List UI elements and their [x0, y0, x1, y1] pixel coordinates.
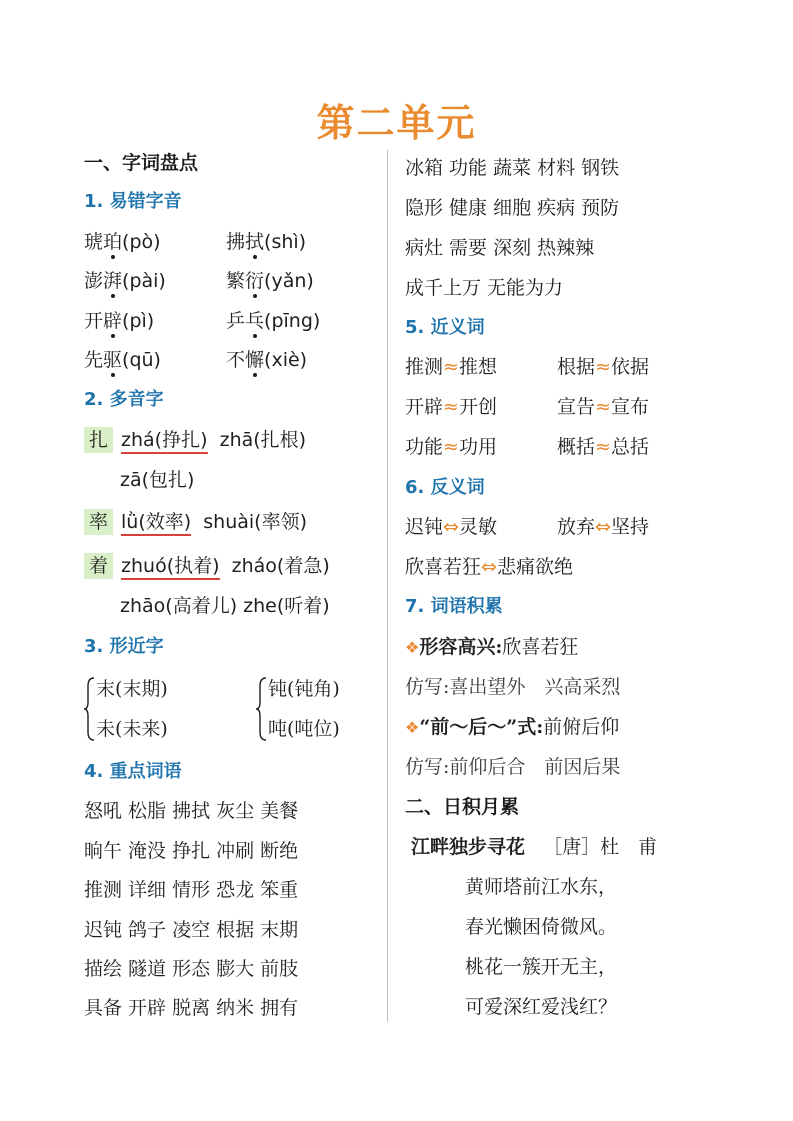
word-char: 乒: [226, 310, 246, 332]
vocab-line: 病灶 需要 深刻 热辣辣: [405, 237, 595, 259]
polyphone-reading: zhe(听着): [243, 595, 330, 617]
word: 总括: [610, 436, 649, 458]
synonym-pair: [405, 434, 497, 460]
polyphone-reading: zhāo(高着儿): [120, 595, 238, 617]
word: 坚持: [610, 516, 649, 538]
word: 开辟: [405, 396, 444, 418]
approx-icon: ≈: [443, 396, 459, 418]
similar-char: 吨(吨位): [268, 718, 340, 740]
dotted-char: 驱: [103, 349, 123, 371]
poem-line: 桃花一簇开无主，: [465, 956, 618, 978]
dotted-char: 辟: [103, 310, 123, 332]
word: 灵敏: [458, 516, 497, 538]
pronunciation-item: [226, 268, 314, 294]
word: 根据: [557, 356, 596, 378]
subsection-heading: 2. 多音字: [84, 389, 164, 410]
vocab-line: 成千上万 无能为力: [405, 277, 564, 299]
vocab-line: 冰箱 功能 蔬菜 材料 钢铁: [405, 157, 620, 179]
pinyin: (xiè): [264, 349, 308, 371]
polyphone-item: [120, 467, 194, 493]
pinyin: (pài): [122, 270, 166, 292]
poem-line: 可爱深红爱浅红？: [465, 996, 618, 1018]
vocab-line: 隐形 健康 细胞 疾病 预防: [405, 197, 620, 219]
polyphone-reading: lǜ(效率): [121, 511, 191, 536]
polyphone-reading: zhā(扎根): [219, 429, 307, 451]
brace-icon: [84, 676, 96, 742]
pinyin: (qū): [122, 349, 161, 371]
subsection-heading: 3. 形近字: [84, 636, 164, 657]
pinyin: (yǎn): [264, 270, 314, 292]
approx-icon: ≈: [595, 356, 611, 378]
pinyin: (pīng): [264, 310, 321, 332]
pronunciation-item: [226, 347, 307, 373]
word: 推想: [458, 356, 497, 378]
poem-title: 江畔独步寻花: [411, 836, 526, 858]
polyphone-char: 率: [84, 509, 113, 535]
polyphone-reading: zā(包扎): [120, 469, 195, 491]
vocab-line: 怒吼 松脂 拂拭 灰尘 美餐: [84, 800, 299, 822]
dotted-char: 乓: [245, 310, 265, 332]
approx-icon: ≈: [443, 436, 459, 458]
vocab-line: 迟钝 鸽子 凌空 根据 末期: [84, 919, 299, 941]
pinyin: (pò): [122, 231, 161, 253]
item-key: “前～后～”式:: [419, 716, 544, 738]
polyphone-item: [84, 553, 330, 579]
word: 功用: [458, 436, 497, 458]
word: 迟钝: [405, 516, 444, 538]
dotted-char: 懈: [245, 349, 265, 371]
poem-line: 黄师塔前江水东，: [465, 876, 618, 898]
diamond-icon: ❖: [405, 638, 420, 657]
word-char: 不: [226, 349, 246, 371]
polyphone-reading: zhá(挣扎): [121, 429, 207, 454]
polyphone-char: 着: [84, 553, 113, 579]
word: 悲痛欲绝: [496, 556, 573, 578]
polyphone-item: [84, 509, 307, 535]
approx-icon: ≈: [595, 396, 611, 418]
polyphone-reading: zháo(着急): [231, 555, 330, 577]
synonym-pair: [557, 354, 649, 380]
double-arrow-icon: ⇔: [443, 516, 459, 538]
word: 推测: [405, 356, 444, 378]
pronunciation-item: [84, 229, 161, 255]
vocab-line: 推测 详细 情形 恐龙 笨重: [84, 879, 299, 901]
subsection-heading: 4. 重点词语: [84, 761, 182, 782]
dotted-char: 衍: [245, 270, 265, 292]
pronunciation-item: [84, 308, 154, 334]
item-value: 前俯后仰: [543, 716, 620, 738]
pronunciation-item: [226, 308, 320, 334]
word: 欣喜若狂: [405, 556, 482, 578]
pronunciation-item: [84, 347, 161, 373]
synonym-pair: [405, 354, 497, 380]
section-heading: 一、字词盘点: [84, 152, 199, 174]
word-char: 开: [84, 310, 104, 332]
word: 概括: [557, 436, 596, 458]
double-arrow-icon: ⇔: [595, 516, 611, 538]
polyphone-item: [84, 427, 306, 453]
subsection-heading: 7. 词语积累: [405, 596, 503, 617]
accumulation-item: [405, 634, 578, 661]
section-heading: 二、日积月累: [405, 796, 520, 818]
double-arrow-icon: ⇔: [481, 556, 497, 578]
item-key: 形容高兴:: [419, 636, 503, 658]
dotted-char: 湃: [103, 270, 123, 292]
subsection-heading: 1. 易错字音: [84, 191, 182, 212]
subsection-heading: 6. 反义词: [405, 477, 485, 498]
similar-char: 末(末期): [96, 678, 168, 700]
page-title: 第二单元: [316, 101, 477, 145]
antonym-pair: [405, 514, 497, 540]
polyphone-item: [120, 593, 330, 619]
polyphone-reading: zhuó(执着): [121, 555, 220, 580]
vocab-line: 描绘 隧道 形态 膨大 前肢: [84, 958, 299, 980]
similar-char: 钝(钝角): [268, 678, 340, 700]
diamond-icon: ❖: [405, 718, 420, 737]
subsection-heading: 5. 近义词: [405, 317, 485, 338]
word: 开创: [458, 396, 497, 418]
word-char: 琥: [84, 231, 104, 253]
word-char: 先: [84, 349, 104, 371]
poem-line: 春光懒困倚微风。: [465, 916, 618, 938]
pinyin: (pì): [122, 310, 155, 332]
brace-icon: [256, 676, 268, 742]
dotted-char: 拭: [245, 231, 265, 253]
antonym-pair: [557, 514, 649, 540]
polyphone-reading: shuài(率领): [203, 511, 307, 533]
pronunciation-item: [84, 268, 166, 294]
word-char: 拂: [226, 231, 246, 253]
approx-icon: ≈: [595, 436, 611, 458]
pronunciation-item: [226, 229, 306, 255]
polyphone-char: 扎: [84, 427, 113, 453]
word: 功能: [405, 436, 444, 458]
column-divider: [387, 150, 388, 1022]
antonym-pair: [405, 554, 573, 580]
dotted-char: 珀: [103, 231, 123, 253]
vocab-line: 具备 开辟 脱离 纳米 拥有: [84, 997, 299, 1019]
item-value: 欣喜若狂: [502, 636, 579, 658]
synonym-pair: [405, 394, 497, 420]
word: 依据: [610, 356, 649, 378]
word-char: 澎: [84, 270, 104, 292]
word: 宣告: [557, 396, 596, 418]
vocab-line: 晌午 淹没 挣扎 冲刷 断绝: [84, 840, 299, 862]
approx-icon: ≈: [443, 356, 459, 378]
word-char: 繁: [226, 270, 246, 292]
word: 放弃: [557, 516, 596, 538]
synonym-pair: [557, 434, 649, 460]
similar-char: 未(未来): [96, 718, 168, 740]
poem-author: ［唐］杜 甫: [543, 836, 658, 858]
pinyin: (shì): [264, 231, 307, 253]
poem-header: [411, 834, 657, 860]
accumulation-item: [405, 714, 619, 741]
synonym-pair: [557, 394, 649, 420]
imitation-line: 仿写:喜出望外 兴高采烈: [405, 676, 621, 698]
word: 宣布: [610, 396, 649, 418]
imitation-line: 仿写:前仰后合 前因后果: [405, 756, 621, 778]
